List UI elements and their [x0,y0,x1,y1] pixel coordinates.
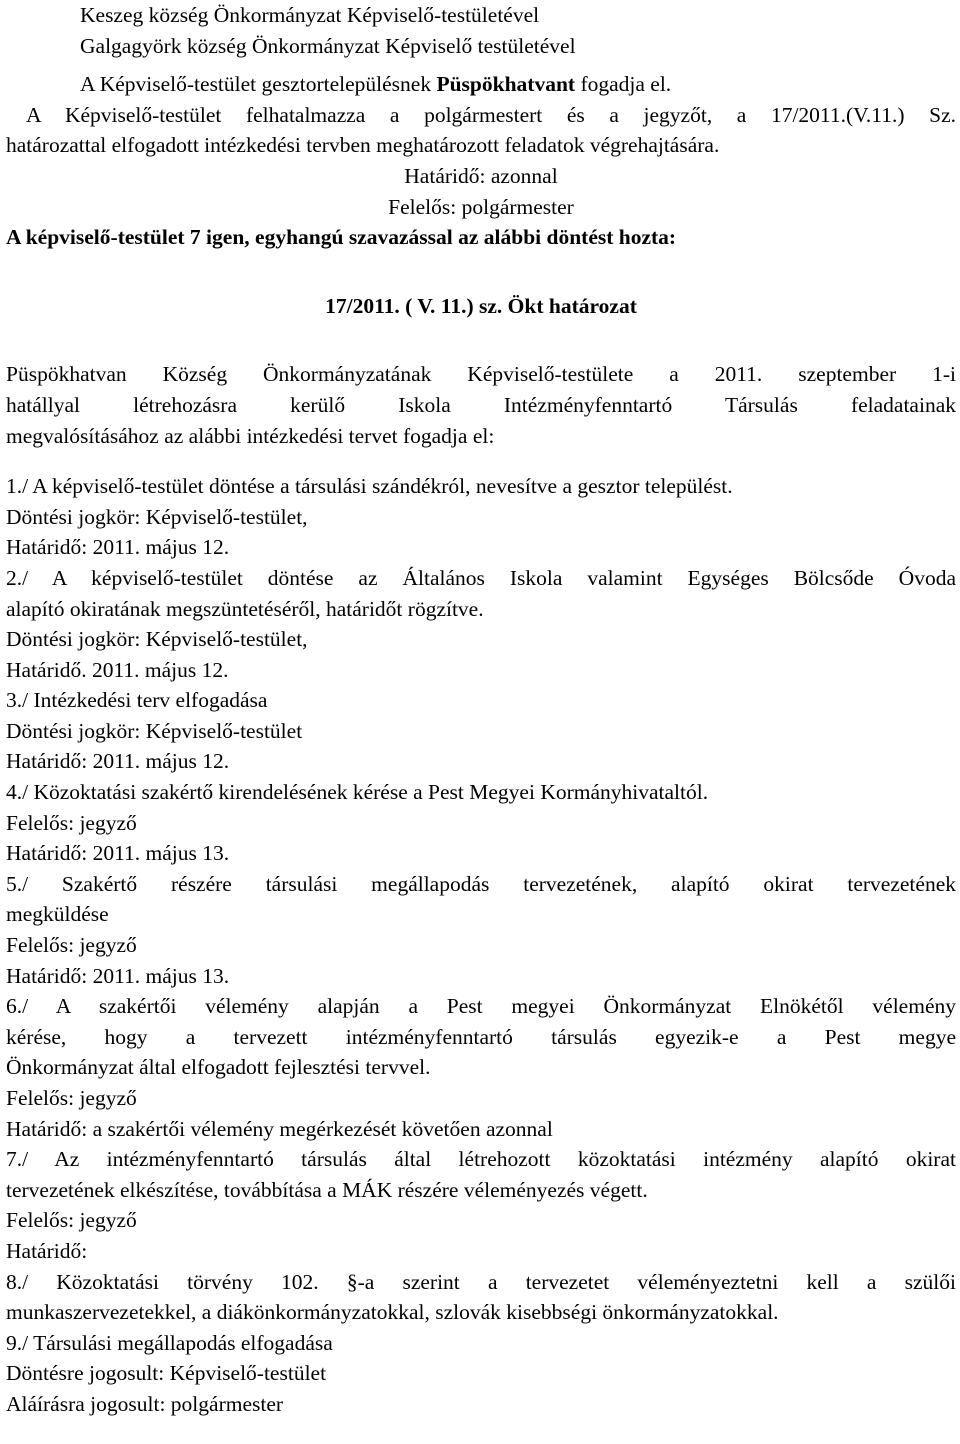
list-item-line: 8./ Közoktatási törvény 102. §-a szerint a tervezetet véleményeztetni kell a szülői [6,1269,956,1294]
list-item [6,869,956,930]
list-item-line: Felelős: jegyző [6,933,137,958]
responsible-line: Felelős: polgármester [388,194,574,219]
list-item [6,532,956,563]
list-item-line: Határidő: 2011. május 13. [6,963,230,988]
action-plan-list [6,471,956,1419]
list-item-line: Határidő: a szakértői vélemény megérkezését követően azonnal [6,1116,553,1141]
deadline-line: Határidő: azonnal [404,163,558,188]
intro-line-2: A Képviselő-testület felhatalmazza a polgármestert és a jegyzőt, a 17/2011.(V.11.) Sz. [26,102,956,127]
spacer [6,61,956,69]
list-item-line: Felelős: jegyző [6,1086,137,1110]
list-item-line: 1./ A képviselő-testület döntése a társulási szándékról, nevesítve a gesztor települést. [6,474,733,499]
intro-line-1 [6,69,956,100]
list-item [6,777,956,808]
preamble-line-1: Püspökhatvan Község Önkormányzatának Képviselő-testülete a 2011. szeptember 1-i [6,362,956,387]
list-item [6,1236,956,1267]
intro-line-3: határozattal elfogadott intézkedési tervben meghatározott feladatok végrehajtására. [6,133,720,158]
list-item [6,930,956,961]
list-item-line: Határidő: 2011. május 12. [6,749,230,774]
intro-text: fogadja el. [575,72,672,97]
list-item [6,1389,956,1420]
list-item [6,1328,956,1359]
list-item-line: Felelős: jegyző [6,1208,137,1233]
list-item [6,655,956,686]
list-item-line: Önkormányzat által elfogadott fejlesztési tervvel. [6,1055,431,1080]
list-item-line: Döntési jogkör: Képviselő-testület [6,718,303,743]
list-item [6,991,956,1083]
list-item-line: 7./ Az intézményfenntartó társulás által létrehozott közoktatási intézmény alapító okirat [6,1147,956,1172]
list-item-line: Döntésre jogosult: Képviselő-testület [6,1361,327,1386]
list-item [6,961,956,992]
spacer [6,253,956,291]
list-item [6,1083,956,1114]
list-item [6,1358,956,1389]
list-item [6,502,956,533]
preamble-line-2: hatállyal létrehozásra kerülő Iskola Intézményfenntartó Társulás feladatainak [6,392,956,417]
list-item [6,1205,956,1236]
list-item [6,624,956,655]
header-line-1: Keszeg község Önkormányzat Képviselő-testületével [80,3,540,27]
list-item [6,1144,956,1205]
spacer [6,321,956,359]
list-item-line: Felelős: jegyző [6,810,137,835]
list-item [6,685,956,716]
list-item-line: Aláírásra jogosult: polgármester [6,1391,284,1416]
list-item [6,563,956,624]
list-item [6,838,956,869]
list-item-line: Határidő: 2011. május 13. [6,841,230,866]
list-item-line: Határidő: [6,1238,88,1263]
list-item [6,1267,956,1328]
list-item-line: Döntési jogkör: Képviselő-testület, [6,627,308,652]
list-item-line: 2./ A képviselő-testület döntése az Általános Iskola valamint Egységes Bölcsőde Óvoda [6,565,956,590]
list-item-line: 9./ Társulási megállapodás elfogadása [6,1330,333,1355]
list-item-line: Döntési jogkör: Képviselő-testület, [6,504,308,529]
list-item [6,471,956,502]
list-item [6,716,956,747]
intro-text: A Képviselő-testület gesztortelepülésnek [80,72,437,97]
list-item [6,808,956,839]
spacer [6,451,956,471]
list-item [6,1114,956,1145]
list-item-line: kérése, hogy a tervezett intézményfenntartó társulás egyezik-e a Pest megye [6,1024,956,1049]
list-item-line: Határidő. 2011. május 12. [6,657,229,682]
list-item [6,746,956,777]
vote-line: A képviselő-testület 7 igen, egyhangú szavazással az alábbi döntést hozta: [6,225,677,250]
document-page [6,0,956,1420]
preamble-line-3: megvalósításához az alábbi intézkedési tervet fogadja el: [6,423,495,448]
list-item-line: 3./ Intézkedési terv elfogadása [6,688,268,713]
gesztor-name: Püspökhatvant [436,72,576,97]
list-item-line: 6./ A szakértői vélemény alapján a Pest megyei Önkormányzat Elnökétől vélemény [6,994,956,1019]
list-item-line: 5./ Szakértő részére társulási megállapodás tervezetének, alapító okirat tervezetének [6,871,956,896]
list-item-line: 4./ Közoktatási szakértő kirendelésének kérése a Pest Megyei Kormányhivataltól. [6,780,709,805]
list-item-line: megküldése [6,902,109,927]
list-item-line: tervezetének elkészítése, továbbítása a MÁK részére véleményezés végett. [6,1177,648,1202]
list-item-line: munkaszervezetekkel, a diákönkormányzatokkal, szlovák kisebbségi önkormányzatokkal. [6,1300,779,1325]
header-line-2: Galgagyörk község Önkormányzat Képviselő testületével [80,33,576,58]
list-item-line: Határidő: 2011. május 12. [6,535,230,560]
list-item-line: alapító okiratának megszüntetéséről, határidőt rögzítve. [6,596,484,621]
resolution-title: 17/2011. ( V. 11.) sz. Ökt határozat [325,293,637,318]
